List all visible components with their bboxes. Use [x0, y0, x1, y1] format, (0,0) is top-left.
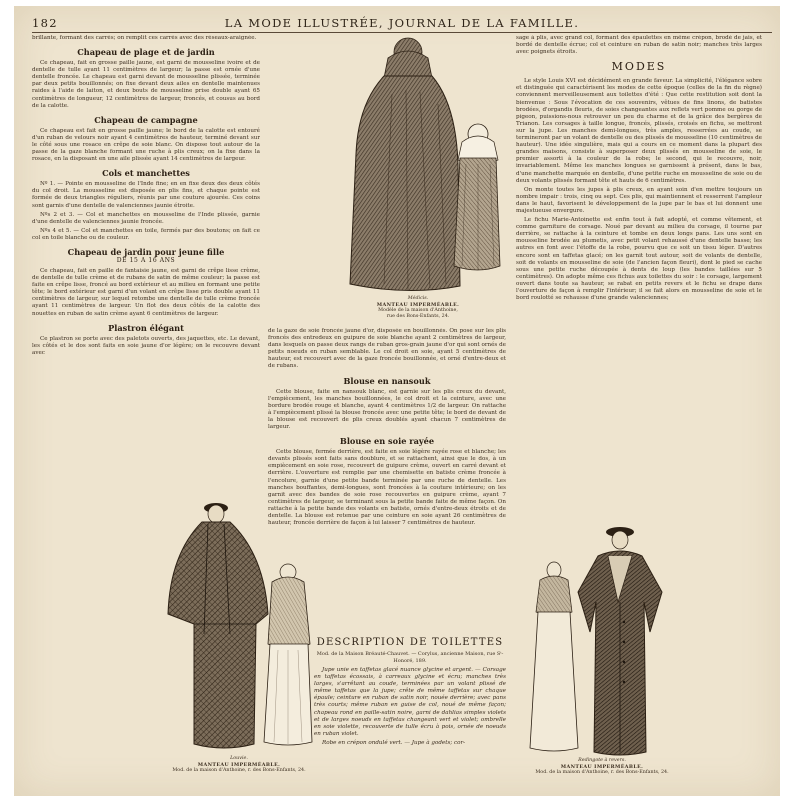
page-header	[32, 14, 772, 33]
description-section	[314, 632, 506, 792]
text-chapeau-jardin: Ce chapeau, fait en paille de fantaisie jaune, est garni de crêpe lisse crème, de dentelle de tulle crème et de rubans de satin de même couleur; la passe est faite en crêpe lisse, froncé au bord extérieur et au milieu en formant une petite tête; le bord extérieur est garni d'un volant en crêpe lisse pris double ayant 11 centimètres de largeur, sur lequel retombe une dentelle de tulle crème froncée ayant 11 centimètres de largeur. Un flot des deux côtés de la calotte des nouettes en ruban de satin crème ayant 6 centimètres de largeur.	[32, 267, 260, 317]
description-text-2: Robe en crépon ondulé vert. — Jupe à godets; cor-	[322, 739, 466, 746]
left-column	[32, 35, 260, 485]
middle-cont: de la gaze de soie froncée jaune d'or, disposée en bouillonnés. On pose sur les plis froncés des entredeux en guipure de soie blanche ayant 2 centimètres de largeur, dans lesquels on passe deux rangs de ruban gros-grain jaune d'or qui sont ornés de petits noeuds en ruban semblable. Le col droit en soie, ayant 5 centimètres de hauteur, est recouvert avec de la gaze froncée bouillonnée, et orné d'entre-deux et de rubans.	[268, 328, 506, 370]
journal-title: LA MODE ILLUSTRÉE, JOURNAL DE LA FAMILLE.	[224, 16, 580, 30]
magazine-page	[14, 6, 780, 796]
heading-blouse-soie: Blouse en soie rayée	[339, 436, 435, 447]
modes-p1: Le style Louis XVI est décidément en grande faveur. La simplicité, l'élégance sobre et distinguée qui caractérisent les modes de cette époque (celles de la fin du règne) conviennent merveilleusement aux toilettes d'été : Que cette restitution soit dont la bienvenue : Sous l'évocation de ces souvenirs, vêtues de fins linons, de batistes brodées, d'organdis fleuris, de soies changeantes aux reflets vert pomme ou gorge de pigeon, puissions-nous retrouver un peu du charme et de la grâce des bergères de Trianon. Les corsages à taille longue, froncés, plissés, croisés en fichu, se mettront sur la jupe. Les manches demi-longues, très amples, resserrées au coude, se termineront par un volant de dentelle ou des plissés de mousseline (10 centimètres de hauteur). Une idée singulière, mais qui a cours en ce moment dans la plupart des grandes maisons, consiste à superposer deux plissés en mousseline de soie, le premier assorti à la couleur de la robe; le second, qui le recouvre, noir, invariablement. Même les manches longues se garnissent à présent, dans le bas, d'une manchette marquée en dentelle, d'une petite ruche en mousseline de soie ou de deux volants plissés formant tête et hauts de 6 centimètres.	[516, 78, 762, 184]
modes-p2: On monte toutes les jupes à plis creux, en ayant soin d'en mettre toujours un nombre impair : trois, cinq ou sept. Ces plis, qui maintiennent et resserrent l'ampleur dans le haut, favorisent le développement de la jupe par le bas et lui donnent une majestueuse envergure.	[516, 186, 762, 214]
description-text-1: Jupe unie en taffetas glacé nuance glycine et argent. — Corsage en taffetas écossais, à carreaux glycine et écru; manches très larges, s'arrêtant au coude, terminées par un volant plissé de même taffetas que la jupe; crête de même taffetas sur chaque épaule; ceinture en ruban de satin noir, nouée derrière; avec pans très courts; même ruban en guise de col, noué de même façon; chapeau rond en paille-satin noire, garni de dahlias simples violets et de larges noeuds en taffetas changeant vert et violet; ombrelle en soie violette, recouverte de tulle écru à pois, ornée de noeuds en ruban violet.	[314, 667, 506, 737]
medicis-caption-address: rue des Bons-Enfants, 24.	[386, 314, 450, 319]
text-chapeau-plage: Ce chapeau, fait en grosse paille jaune, est garni de mousseline ivoire et de dentelle de tulle ayant 11 centimètres de largeur; la passe est ornée d'une dentelle froncée. Le chapeau est garni devant de mousseline plissée, terminée par deux petits bouillonnés; on fixe devant deux ailes en dentelle maintenues raides à l'aide de laiton, et deux bouts de mousseline prise double ayant 65 centimètres de longueur, 12 centimètres de largeur, froncés, et cousus au bord de la calotte.	[32, 60, 260, 109]
figure-medicis	[328, 34, 508, 324]
louvie-caption-type: MANTEAU IMPERMÉABLE.	[197, 762, 281, 768]
medicis-caption	[328, 296, 508, 320]
text-chapeau-campagne: Ce chapeau est fait en grosse paille jaune; le bord de la calotte est entouré d'un ruban de velours noir ayant 4 centimètres de hauteur, terminé devant sur le côté sous une rosace en crêpe de soie blanc. On dispose tout autour de la passe de la gaze blanche formant une ruche à plis creux; on la fixe dans la rosace, en la disposant en une aile plissée ayant 14 centimètres de largeur.	[32, 127, 260, 163]
heading-chapeau-jardin	[32, 247, 260, 265]
redingote-caption-name: Redingote à revers.	[578, 758, 626, 763]
figure-louvie	[164, 494, 314, 794]
text-plastron: Ce plastron se porte avec des paletots ouverts, des jaquettes, etc. Le devant, les côtés et le dos sont faits en soie jaune d'or légère; on le recouvre devant avec	[32, 335, 260, 356]
louvie-caption-maison: Mod. de la maison d'Anthoine, r. des Bons-Enfants, 24.	[172, 768, 306, 773]
left-intro: brillante, formant des carrés; on remplit ces carrés avec des réseaux-araignée.	[32, 35, 257, 41]
redingote-caption-type: MANTEAU IMPERMÉABLE.	[560, 764, 644, 770]
figure-redingote	[522, 522, 682, 794]
redingote-caption	[522, 758, 682, 776]
louvie-cloak-illustration	[164, 494, 314, 756]
page-number: 182	[32, 16, 58, 30]
text-cols-3: Nºs 4 et 5. — Col et manchettes en toile, fermés par des boutons; on fait ce col en toile blanche ou de couleur.	[32, 227, 260, 241]
right-cont: sage à plis, avec grand col, formant des épaulettes en même crépon, brodé de jais, et bordé de dentelle écrue; col et ceinture en ruban de satin noir; manches très larges avec poignets étroits.	[516, 35, 762, 56]
medicis-caption-name: Médicis.	[407, 296, 429, 301]
heading-chapeau-campagne: Chapeau de campagne	[94, 114, 198, 125]
heading-blouse-nansouk: Blouse en nansouk	[343, 375, 431, 386]
heading-cols-manchettes: Cols et manchettes	[102, 168, 190, 179]
text-cols-2: Nºs 2 et 3. — Col et manchettes en mousseline de l'Inde plissée, garnie d'une dentelle de valenciennes jaunie froncée.	[32, 211, 260, 225]
louvie-caption	[164, 756, 314, 774]
heading-chapeau-jardin-sub: DE 15 A 16 ANS	[116, 256, 176, 264]
description-source: Mod. de la Maison Bréauté-Chauvet. — Corylus, ancienne Maison, rue Sᵗ-Honoré, 189.	[316, 651, 504, 664]
heading-chapeau-jardin-text: Chapeau de jardin pour jeune fille	[67, 246, 225, 257]
text-blouse-nansouk: Cette blouse, faite en nansouk blanc, est garnie sur les plis creux du devant, l'empiècement, les manches bouillonnées, le col droit et la ceinture, avec une bordure brodée rouge et blanche, ayant 4 centimètres 1/2 de largeur. On rattache à l'empiècement plissé la blouse froncée avec une petite tête; le bord de devant de la blouse est recouvert de plis creux doublés ayant chacun 7 centimètres de largeur.	[268, 388, 506, 431]
medicis-caption-type: MANTEAU IMPERMÉABLE.	[376, 302, 460, 308]
medicis-cape-illustration	[328, 34, 508, 296]
text-blouse-soie: Cette blouse, fermée derrière, est faite en soie légère rayée rose et blanche; les devants plissés sont faits sans doublure, et se rattachent, ainsi que le dos, à un empiècement en soie rose, recouvert de guipure crème, ouvert en carré devant et derrière. L'ouverture est remplie par une chemisette en batiste crème froncée à l'encolure, garnie d'une petite bande terminée par une ruche de dentelle. Les manches bouffantes, demi-longues, sont froncées à la couture intérieure; on les garnit avec des bandes de soie rose recouvertes en guipure crème, ayant 7 centimètres de largeur, se terminant sous la petite bande faite de même façon. On rattache à la petite bande des volants en batiste, ornés d'entre-deux étroits et de dentelle. La blouse est retenue par une ceinture en soie ayant 26 centimètres de hauteur, froncée derrière de façon à lui laisser 7 centimètres de hauteur.	[268, 449, 506, 527]
text-cols-1: Nº 1. — Pointe en mousseline de l'Inde fine; en en fixe deux des deux côtés du col droit. La mousseline est disposée en plis fins, et chaque pointe est formée de deux triangles réguliers, réunis par une couture ajourée. Ces coins sont garnis d'une dentelle de valenciennes jaunie étroite.	[32, 181, 260, 209]
medicis-caption-maison: Modèle de la maison d'Anthoine,	[378, 308, 458, 313]
right-column	[516, 35, 762, 515]
heading-chapeau-plage: Chapeau de plage et de jardin	[77, 47, 215, 58]
redingote-coat-illustration	[522, 522, 682, 758]
heading-modes: MODES	[611, 60, 667, 74]
redingote-caption-maison: Mod. de la maison d'Anthoine, r. des Bons-Enfants, 24.	[535, 770, 669, 775]
heading-description-toilettes: DESCRIPTION DE TOILETTES	[316, 637, 504, 648]
louvie-caption-name: Louvie.	[230, 756, 248, 761]
modes-p3: Le fichu Marie-Antoinette est enfin tout à fait adopté, et comme vêtement, et comme garniture de corsage. Noué par devant au milieu du corsage, il tourne par derrière, se rattache à la ceinture et tombe en deux longs pans. Les uns sont en mousseline brodée au plumetis, avec petit volant rehaussé d'une dentelle basse; les autres en font avec l'étoffe de la robe, pourvu que ce soit un tissu léger. D'autres encore sont en taffetas glacé; on les garnit tout autour, soit de volants de dentelle, soit de volants en mousseline de soie (de l'ancien façon fleuri), dont le pied se cache sous une petite ruche découpée à dents de loup (les bandes taillées sur 5 centimètres). On adopte même ces fichus aux toilettes du soir : le corsage, largement ouvert dans toute sa hauteur, se rabat en petits revers et le fichu se drape dans l'ouverture de façon à remplir l'intérieur; il se fait alors en mousseline de soie et le bord roulotté se rehausse d'une grande valenciennes;	[516, 217, 762, 302]
heading-plastron: Plastron élégant	[108, 322, 184, 333]
